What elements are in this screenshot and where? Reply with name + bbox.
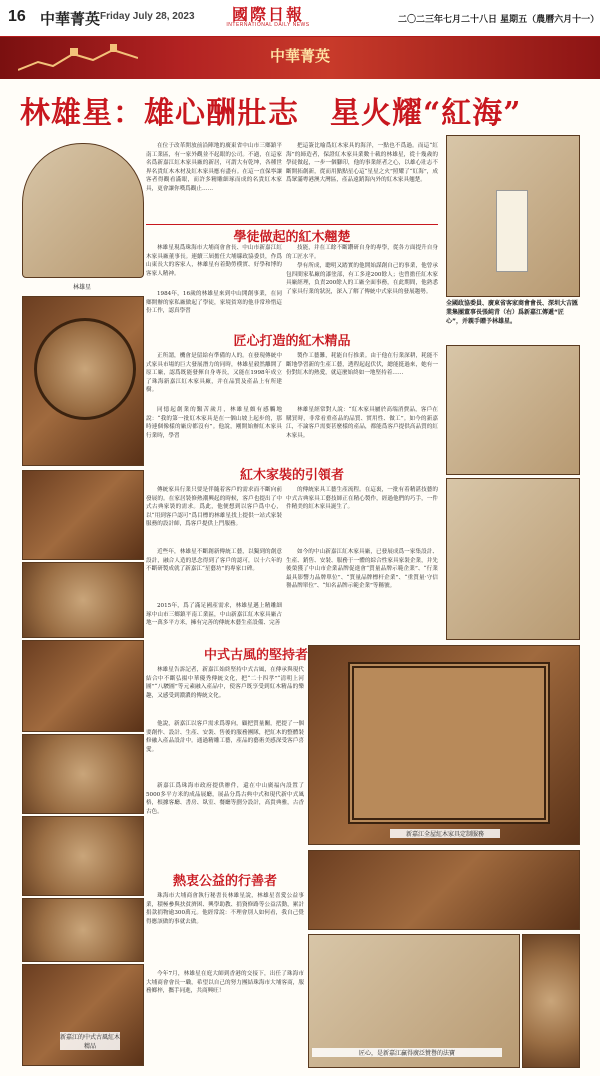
section-heading-3: 紅木家裝的引領者 (239, 468, 344, 483)
section-2-text-right-2: 林雄星經常對人說：“紅木家具屬於高端消費品，客戶在購買時，非常看重產品的品質、實用性、做工”。如今的新嘉江，不論客戶需要甚麼樣的產品，都能爲客戶提供高品質的紅木家具。 (286, 407, 438, 439)
section-heading-4: 中式古風的堅持者 (203, 648, 308, 663)
section-heading-5: 熱衷公益的行善者 (172, 874, 277, 889)
section-1-text-right: 技能，并在工餘不斷鑽研自身的專學，從各方面提升自身的工匠水平。 (286, 245, 438, 260)
article-title: 林雄星：雄心酬壯志 星火耀“紅海” (20, 96, 522, 131)
section-2-text-right: 製作工藝難，耗能自行推業。由于他在行業深耕，耗能不斷地學習新的生產工藝，透程起起伏伏，總能挺過來，她有一份對紅木的熱愛，就這麼始終如一地堅持着…… (286, 353, 438, 377)
page-number: 16 (8, 8, 26, 25)
calligraphy-scroll (496, 190, 528, 272)
divider (146, 224, 438, 225)
section-1-text-2: 1984年，16歲的林雄星來到中山開創事業，在同鄉開辦的家私廠做起了學徒，家境貧寒的他非常珍惜這份工作，認真學習 (146, 291, 282, 315)
section-3-text-right-2: 如今的中山新嘉江紅木家具廠，已發展成爲一家集設計、生產、銷售、安裝、服務于一體的綜合性家具家裝企業，并先後榮獲了中山市企業品牌促進會“質量品牌示範企業”、“行業最具影響力品牌單位”、“質量品牌標杆企業”、“重質量·守信譽品牌單位”、“知名品牌示範企業”等稱號。 (286, 549, 438, 590)
interior-caption: 新嘉江全屋紅木家具定制服務 (390, 829, 500, 838)
canopy-bed-photo (22, 640, 144, 732)
doorway-photo (446, 345, 580, 475)
showroom-photo (22, 964, 144, 1066)
section-3-text-2: 近些年，林雄星不斷創新傳統工藝，以獨到的創意設計，融合人造的思念得到了客戶的認可，以十六年的不斷研製成就了新嘉江“星藝坊”的專家口碑。 (146, 549, 282, 573)
section-5-text-2: 今年7月，林雄星在庭大師到香港的交接下，出任了珠海市大埔商會會長一職，希望以自己的努力團結珠海市大埔客商，服務鄉梓，攜手同進，共商興旺！ (146, 971, 304, 995)
masthead-subtitle: INTERNATIONAL DAILY NEWS (226, 22, 310, 28)
dining-set-photo (22, 470, 144, 560)
intro-paragraph: 在位于改革開放前沿陣地的廣東省中山市三鄉鎮平南工業區，有一家外觀並不起眼的公司。不過，在這家名爲新嘉江紅木家具廠的新居，可謂大有乾坤，各種世界名貴紅木木材及紅木家具應有盡有。在這一直保寧讓客者得觀看滿眼，而許多精雕細琢而成的名貴紅木家具，更會讓你嘆爲觀止…… (146, 143, 282, 192)
section-4-text-2: 他說，新嘉江以客戶需求爲導向，顧把質量關，把提了一個要創作、設計、生產、安裝、售後的服務團隊，把紅木的整體裝修融入產品設計中。通過精雕工藝，產品的藝術美感深受客戶喜愛。 (146, 721, 304, 753)
section-3-text: 傳統家具行業只要是伴隨着客戶的需求而不斷向前發展的。在家居裝修熱潮興起的時候，客戶也提出了中式古典家裝的需求。爲此，他便想到以客戶爲中心，以“用到客戶認可”爲目標的林雄星找上提供一站式家裝服務的設計師，爲客戶提供上門服務。 (146, 487, 282, 528)
carved-medallion (34, 318, 136, 420)
section-4-text: 林雄星告訴記者，新嘉江始終堅持中式古風，在傳承與現代結合中不斷弘揚中華優秀傳統文化，把“二十四孝”“清明上河圖”“八駿圖”等元素融入產品中，使客戶既享受到紅木精品的樂趣，又感受到濃濃的傳統文化。 (146, 667, 304, 699)
relief-panel-photo (22, 734, 144, 814)
intro-paragraph-right: 把這簽比喻爲紅木家具的海洋，一點也不爲過。而這“紅海”的締造者，保證紅木家具業數十載的林雄星，從十幾歲的學徒做起，一步一個腳印，他的事業經者之心，以雄心壯志不斷開拓創新，從而用點點星心這“星星之火”照耀了“紅海”，成爲眾滿粵港澳大灣區，產品遠銷海內外的紅木家具翹楚。 (286, 143, 438, 184)
section-3-text-3: 2015年，爲了滿足國產需求，林雄星邁上精雕細琢中山市三鄉鎮平南工業區，中山新嘉江紅木家具廠占地一萬多平方米，擁有完善的傳統木藝生產設備、完善 (146, 603, 282, 627)
masthead: 國際日報 (231, 5, 304, 24)
carving-detail-photo (522, 934, 580, 1068)
date-chinese: 二〇二三年七月二十八日 星期五（農曆六月十一） (398, 15, 600, 25)
section-1-text: 林雄星現爲珠海市大埔商會會長、中山市新嘉江紅木家具廠董事長。連續三屆擔任大埔縣政協委員，作爲山東長大的客家人，林雄星有着勤勞樸實、好學和博的客家人精神。 (146, 245, 282, 277)
section-1-text-right-2: 學有所成，聰明又踏實的他開始謀創自己的事業，他曾承包四間家私廠的漆塗部，有工多達200餘人；也曾擔任紅木家具廠經理，負責200餘人的工廠全面事務，在此期間，他熟悉了家具行業的狀況，深入了解了傳統中式家具的發展趨勢。 (286, 263, 438, 295)
banner-title: 中華菁英 (269, 47, 330, 65)
date-english: Friday July 28, 2023 (100, 11, 195, 22)
lattice-archway (348, 662, 550, 824)
lattice-screen-photo (446, 478, 580, 640)
workshop-caption: 匠心，是新嘉江贏得廣泛贊譽的法寶 (312, 1048, 502, 1057)
portrait-caption: 林雄星 (72, 284, 91, 291)
section-heading-2: 匠心打造的紅木精品 (233, 334, 351, 349)
meeting-caption: 全國政協委員、廣東省客家商會會長、深圳大吉匯業集團董事長張純青（右）爲新嘉江傳遞“匠心”，并親手贈予林雄星。 (446, 300, 579, 325)
great-wall-illustration (18, 40, 138, 76)
section-heading-1: 學徒做起的紅木翹楚 (233, 230, 351, 245)
section-3-text-right: 的傳統家具工藝生產流程。在這裏，一批有着精湛技藝的中式古典家具工藝技師正在精心製作，經過他們的巧手，一件件精美的紅木家具誕生了。 (286, 487, 438, 511)
section-name: 中華菁英 (40, 10, 101, 28)
section-2-text: 正所謂，機會是留給有準備的人的。在發現傳統中式家具市場的巨大發展潛力的同時，林雄星毅然離開了原工廠，認爲既能發揮自身專長，又能在1998年成立了珠海新嘉江紅木家具廠，并在品質及產品上有所建樹。 (146, 353, 282, 394)
carved-table-photo (22, 816, 144, 896)
section-5-text: 珠海市大埔商會執行秘書長林雄星說，林雄星喜愛公益事業，積極參與扶貧濟困、興學助教、捐資修路等公益活動，累計捐款捐物逾300萬元。他經常說：不理會別人如何看，我自己覺得應該做的事就去做。 (146, 893, 304, 925)
portrait-photo (22, 143, 144, 278)
showroom-caption: 新嘉江的中式古風紅木精品 (60, 1034, 121, 1050)
section-2-text-2: 同憶起創業的艱苦歲月，林雄星頗有感觸地說：“我的第一批紅木家具是在一個山坡上起步的，那時連個像樣的廠房都沒有”。他說，剛開始辦紅木家具行業時，學習 (146, 407, 282, 439)
bedroom-photo (308, 850, 580, 930)
sculpture-photo (22, 898, 144, 962)
horse-carving-photo (22, 562, 144, 638)
section-4-text-3: 新嘉江爲珠海市政府提供辦件，還在中山廣福內設置了5000多平方米的成品展廳，展品分爲古典中式和現代新中式風格，根據客廳、書房、臥室、餐廳等劃分設計，高貴典雅，古香古色。 (146, 783, 304, 815)
